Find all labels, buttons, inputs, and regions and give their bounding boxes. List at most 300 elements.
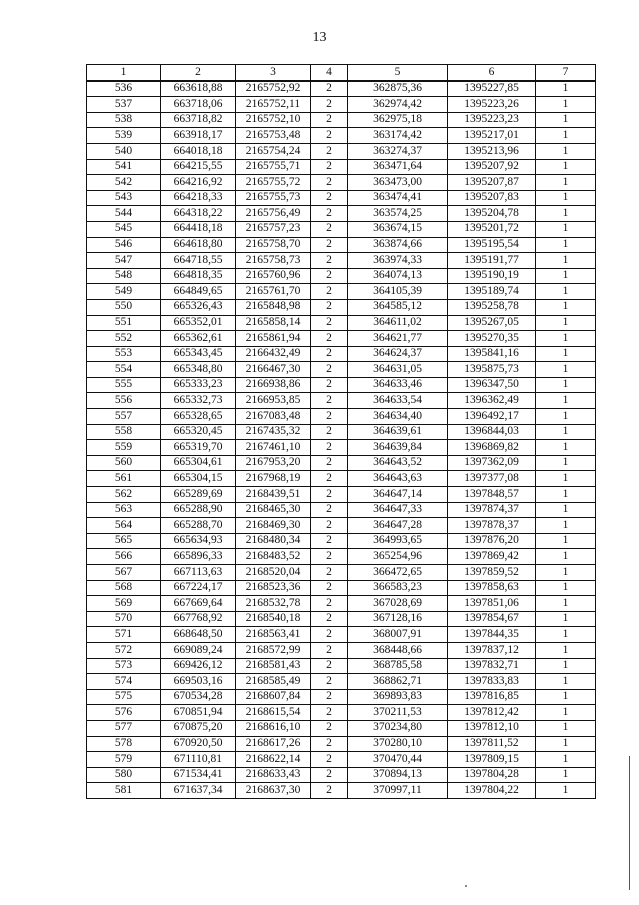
table-cell-col-1: 547 (87, 253, 161, 269)
table-row (87, 658, 596, 674)
table-cell-col-7: 1 (536, 377, 596, 393)
table-cell-col-7: 1 (536, 596, 596, 612)
table-cell-col-3: 2165752,11 (236, 97, 311, 113)
table-row (87, 97, 596, 113)
table-cell-col-4: 2 (311, 455, 348, 471)
table-row (87, 736, 596, 752)
table-cell-col-2: 668648,50 (161, 627, 236, 643)
table-row (87, 346, 596, 362)
table-cell-col-5: 364621,77 (348, 331, 448, 347)
table-cell-col-5: 364624,37 (348, 346, 448, 362)
table-cell-col-4: 2 (311, 705, 348, 721)
table-cell-col-3: 2166467,30 (236, 362, 311, 378)
table-cell-col-6: 1397812,10 (448, 720, 536, 736)
table-cell-col-5: 364647,28 (348, 518, 448, 534)
table-cell-col-4: 2 (311, 752, 348, 768)
table-cell-col-1: 575 (87, 689, 161, 705)
table-cell-col-3: 2165755,71 (236, 159, 311, 175)
table-cell-col-6: 1397804,28 (448, 767, 536, 783)
table-row (87, 362, 596, 378)
table-cell-col-2: 667113,63 (161, 565, 236, 581)
table-cell-col-4: 2 (311, 143, 348, 159)
table-cell-col-6: 1397858,63 (448, 580, 536, 596)
table-cell-col-3: 2165755,73 (236, 190, 311, 206)
table-cell-col-1: 537 (87, 97, 161, 113)
table-row (87, 237, 596, 253)
table-row (87, 143, 596, 159)
table-cell-col-4: 2 (311, 783, 348, 799)
table-cell-col-2: 671637,34 (161, 783, 236, 799)
table-cell-col-7: 1 (536, 752, 596, 768)
table-cell-col-7: 1 (536, 720, 596, 736)
table-cell-col-3: 2168540,18 (236, 611, 311, 627)
column-header-2: 2 (161, 65, 236, 81)
table-cell-col-7: 1 (536, 409, 596, 425)
table-cell-col-4: 2 (311, 159, 348, 175)
table-cell-col-2: 665319,70 (161, 440, 236, 456)
table-cell-col-1: 560 (87, 455, 161, 471)
table-row (87, 533, 596, 549)
table-cell-col-5: 365254,96 (348, 549, 448, 565)
table-cell-col-1: 577 (87, 720, 161, 736)
table-cell-col-5: 362974,42 (348, 97, 448, 113)
table-cell-col-3: 2165761,70 (236, 284, 311, 300)
table-cell-col-1: 571 (87, 627, 161, 643)
table-row (87, 253, 596, 269)
table-cell-col-1: 566 (87, 549, 161, 565)
table-cell-col-2: 667768,92 (161, 611, 236, 627)
table-cell-col-7: 1 (536, 471, 596, 487)
table-row (87, 518, 596, 534)
table-row (87, 783, 596, 799)
table-cell-col-1: 570 (87, 611, 161, 627)
table-cell-col-7: 1 (536, 565, 596, 581)
table-cell-col-2: 664215,55 (161, 159, 236, 175)
table-cell-col-4: 2 (311, 767, 348, 783)
table-cell-col-2: 667224,17 (161, 580, 236, 596)
table-row (87, 175, 596, 191)
table-row (87, 159, 596, 175)
table-cell-col-3: 2168617,26 (236, 736, 311, 752)
table-cell-col-3: 2168523,36 (236, 580, 311, 596)
table-cell-col-5: 368862,71 (348, 674, 448, 690)
table-cell-col-2: 664849,65 (161, 284, 236, 300)
table-row (87, 409, 596, 425)
table-cell-col-2: 665348,80 (161, 362, 236, 378)
table-cell-col-3: 2165755,72 (236, 175, 311, 191)
table-cell-col-6: 1397859,52 (448, 565, 536, 581)
table-cell-col-4: 2 (311, 362, 348, 378)
table-cell-col-2: 665304,15 (161, 471, 236, 487)
table-cell-col-4: 2 (311, 331, 348, 347)
column-header-6: 6 (448, 65, 536, 81)
table-row (87, 268, 596, 284)
table-cell-col-5: 364634,40 (348, 409, 448, 425)
table-cell-col-3: 2165848,98 (236, 299, 311, 315)
table-row (87, 487, 596, 503)
table-row (87, 190, 596, 206)
table-cell-col-7: 1 (536, 128, 596, 144)
table-cell-col-4: 2 (311, 237, 348, 253)
table-cell-col-7: 1 (536, 143, 596, 159)
table-cell-col-5: 368448,66 (348, 642, 448, 658)
table-header (87, 65, 596, 81)
table-cell-col-2: 663618,88 (161, 81, 236, 97)
table-cell-col-5: 364633,54 (348, 393, 448, 409)
table-cell-col-3: 2168480,34 (236, 533, 311, 549)
table-cell-col-5: 363574,25 (348, 206, 448, 222)
table-cell-col-1: 568 (87, 580, 161, 596)
table-cell-col-3: 2168563,41 (236, 627, 311, 643)
table-cell-col-2: 665320,45 (161, 424, 236, 440)
table-cell-col-4: 2 (311, 299, 348, 315)
table-cell-col-3: 2165758,73 (236, 253, 311, 269)
table-row (87, 611, 596, 627)
table-row (87, 393, 596, 409)
table-cell-col-4: 2 (311, 502, 348, 518)
table-cell-col-5: 363174,42 (348, 128, 448, 144)
table-cell-col-3: 2165752,10 (236, 112, 311, 128)
table-cell-col-2: 663918,17 (161, 128, 236, 144)
table-cell-col-7: 1 (536, 487, 596, 503)
table-cell-col-1: 539 (87, 128, 161, 144)
table-cell-col-7: 1 (536, 689, 596, 705)
table-cell-col-5: 364074,13 (348, 268, 448, 284)
table-row (87, 112, 596, 128)
table-cell-col-4: 2 (311, 268, 348, 284)
table-cell-col-7: 1 (536, 221, 596, 237)
table-cell-col-2: 663718,82 (161, 112, 236, 128)
table-cell-col-3: 2166953,85 (236, 393, 311, 409)
table-cell-col-1: 565 (87, 533, 161, 549)
table-cell-col-4: 2 (311, 487, 348, 503)
table-cell-col-6: 1395201,72 (448, 221, 536, 237)
table-cell-col-2: 664218,33 (161, 190, 236, 206)
table-cell-col-1: 563 (87, 502, 161, 518)
table-cell-col-1: 564 (87, 518, 161, 534)
table-cell-col-2: 665352,01 (161, 315, 236, 331)
table-cell-col-7: 1 (536, 253, 596, 269)
coordinates-table (86, 64, 596, 799)
table-cell-col-5: 369893,83 (348, 689, 448, 705)
table-cell-col-6: 1395223,23 (448, 112, 536, 128)
table-cell-col-1: 559 (87, 440, 161, 456)
table-cell-col-3: 2167083,48 (236, 409, 311, 425)
table-cell-col-4: 2 (311, 736, 348, 752)
table-cell-col-3: 2168637,30 (236, 783, 311, 799)
table-row (87, 642, 596, 658)
table-cell-col-7: 1 (536, 440, 596, 456)
table-cell-col-4: 2 (311, 596, 348, 612)
table-cell-col-4: 2 (311, 128, 348, 144)
table-cell-col-4: 2 (311, 565, 348, 581)
table-cell-col-6: 1397854,67 (448, 611, 536, 627)
table-cell-col-2: 665289,69 (161, 487, 236, 503)
table-row (87, 627, 596, 643)
table-cell-col-3: 2168572,99 (236, 642, 311, 658)
table-row (87, 767, 596, 783)
table-row (87, 596, 596, 612)
table-cell-col-6: 1395189,74 (448, 284, 536, 300)
table-cell-col-2: 670851,94 (161, 705, 236, 721)
table-cell-col-6: 1397878,37 (448, 518, 536, 534)
table-cell-col-4: 2 (311, 190, 348, 206)
table-row (87, 549, 596, 565)
table-cell-col-5: 364631,05 (348, 362, 448, 378)
table-cell-col-1: 546 (87, 237, 161, 253)
table-cell-col-2: 670920,50 (161, 736, 236, 752)
table-cell-col-5: 368785,58 (348, 658, 448, 674)
table-cell-col-2: 669503,16 (161, 674, 236, 690)
table-row (87, 502, 596, 518)
table-row (87, 440, 596, 456)
table-cell-col-6: 1397804,22 (448, 783, 536, 799)
table-cell-col-7: 1 (536, 299, 596, 315)
table-cell-col-5: 368007,91 (348, 627, 448, 643)
table-cell-col-1: 576 (87, 705, 161, 721)
table-cell-col-7: 1 (536, 455, 596, 471)
table-cell-col-5: 364993,65 (348, 533, 448, 549)
column-header-5: 5 (348, 65, 448, 81)
table-cell-col-7: 1 (536, 393, 596, 409)
table-cell-col-2: 665326,43 (161, 299, 236, 315)
table-cell-col-5: 364643,63 (348, 471, 448, 487)
table-cell-col-2: 667669,64 (161, 596, 236, 612)
table-cell-col-7: 1 (536, 206, 596, 222)
table-cell-col-4: 2 (311, 658, 348, 674)
table-cell-col-5: 362875,36 (348, 81, 448, 97)
table-cell-col-3: 2168483,52 (236, 549, 311, 565)
table-cell-col-2: 664618,80 (161, 237, 236, 253)
table-cell-col-1: 578 (87, 736, 161, 752)
table-cell-col-1: 543 (87, 190, 161, 206)
table-cell-col-3: 2168615,54 (236, 705, 311, 721)
table-cell-col-6: 1397833,83 (448, 674, 536, 690)
table-cell-col-1: 538 (87, 112, 161, 128)
table-cell-col-4: 2 (311, 346, 348, 362)
table-cell-col-3: 2168616,10 (236, 720, 311, 736)
table-cell-col-5: 363974,33 (348, 253, 448, 269)
table-row (87, 299, 596, 315)
table-cell-col-5: 366472,65 (348, 565, 448, 581)
table-cell-col-3: 2165760,96 (236, 268, 311, 284)
table-cell-col-2: 665896,33 (161, 549, 236, 565)
table-cell-col-3: 2166432,49 (236, 346, 311, 362)
table-cell-col-1: 573 (87, 658, 161, 674)
table-cell-col-3: 2168532,78 (236, 596, 311, 612)
table-cell-col-2: 669426,12 (161, 658, 236, 674)
table-row (87, 424, 596, 440)
table-cell-col-3: 2167968,19 (236, 471, 311, 487)
table-cell-col-3: 2165861,94 (236, 331, 311, 347)
table-cell-col-5: 363473,00 (348, 175, 448, 191)
page-number: 13 (312, 30, 327, 45)
table-cell-col-4: 2 (311, 627, 348, 643)
table-cell-col-7: 1 (536, 362, 596, 378)
table-cell-col-1: 545 (87, 221, 161, 237)
table-cell-col-1: 542 (87, 175, 161, 191)
table-cell-col-2: 665362,61 (161, 331, 236, 347)
table-cell-col-1: 544 (87, 206, 161, 222)
table-row (87, 720, 596, 736)
column-header-1: 1 (87, 65, 161, 81)
scan-speck (465, 885, 467, 887)
table-cell-col-7: 1 (536, 81, 596, 97)
table-cell-col-5: 370211,53 (348, 705, 448, 721)
table-cell-col-3: 2166938,86 (236, 377, 311, 393)
table-cell-col-1: 561 (87, 471, 161, 487)
table-cell-col-6: 1397811,52 (448, 736, 536, 752)
table-cell-col-6: 1397837,12 (448, 642, 536, 658)
table-cell-col-6: 1395841,16 (448, 346, 536, 362)
table-cell-col-4: 2 (311, 284, 348, 300)
table-cell-col-7: 1 (536, 533, 596, 549)
table-cell-col-5: 370280,10 (348, 736, 448, 752)
table-cell-col-1: 558 (87, 424, 161, 440)
table-cell-col-3: 2165756,49 (236, 206, 311, 222)
table-cell-col-5: 370997,11 (348, 783, 448, 799)
table-cell-col-6: 1397851,06 (448, 596, 536, 612)
table-cell-col-4: 2 (311, 221, 348, 237)
table-cell-col-3: 2168607,84 (236, 689, 311, 705)
table-cell-col-5: 367128,16 (348, 611, 448, 627)
table-cell-col-7: 1 (536, 767, 596, 783)
table-cell-col-6: 1395223,26 (448, 97, 536, 113)
table-cell-col-7: 1 (536, 627, 596, 643)
table-cell-col-5: 364585,12 (348, 299, 448, 315)
table-cell-col-7: 1 (536, 549, 596, 565)
table-cell-col-1: 572 (87, 642, 161, 658)
table-cell-col-5: 367028,69 (348, 596, 448, 612)
table-cell-col-7: 1 (536, 112, 596, 128)
table-cell-col-2: 671534,41 (161, 767, 236, 783)
table-cell-col-3: 2168633,43 (236, 767, 311, 783)
table-row (87, 331, 596, 347)
table-row (87, 580, 596, 596)
table-cell-col-7: 1 (536, 658, 596, 674)
table-row (87, 455, 596, 471)
table-cell-col-7: 1 (536, 190, 596, 206)
table-cell-col-5: 366583,23 (348, 580, 448, 596)
table-cell-col-7: 1 (536, 736, 596, 752)
table-cell-col-6: 1395258,78 (448, 299, 536, 315)
table-row (87, 377, 596, 393)
table-cell-col-5: 363274,37 (348, 143, 448, 159)
table-cell-col-6: 1395267,05 (448, 315, 536, 331)
table-cell-col-6: 1397816,85 (448, 689, 536, 705)
table-cell-col-7: 1 (536, 315, 596, 331)
table-cell-col-4: 2 (311, 315, 348, 331)
table-cell-col-6: 1397874,37 (448, 502, 536, 518)
table-cell-col-3: 2167953,20 (236, 455, 311, 471)
table-row (87, 689, 596, 705)
table-cell-col-7: 1 (536, 642, 596, 658)
table-cell-col-3: 2168469,30 (236, 518, 311, 534)
table-cell-col-2: 665304,61 (161, 455, 236, 471)
table-cell-col-3: 2168520,04 (236, 565, 311, 581)
table-cell-col-3: 2168622,14 (236, 752, 311, 768)
table-body (87, 81, 596, 799)
table-row (87, 81, 596, 97)
table-cell-col-6: 1395204,78 (448, 206, 536, 222)
table-cell-col-6: 1397809,15 (448, 752, 536, 768)
table-cell-col-3: 2165752,92 (236, 81, 311, 97)
table-cell-col-2: 670875,20 (161, 720, 236, 736)
table-cell-col-5: 370470,44 (348, 752, 448, 768)
table-cell-col-6: 1396492,17 (448, 409, 536, 425)
table-row (87, 221, 596, 237)
table-cell-col-7: 1 (536, 705, 596, 721)
table-cell-col-6: 1396869,82 (448, 440, 536, 456)
table-cell-col-4: 2 (311, 642, 348, 658)
table-cell-col-3: 2165858,14 (236, 315, 311, 331)
table-cell-col-1: 551 (87, 315, 161, 331)
table-cell-col-6: 1397848,57 (448, 487, 536, 503)
column-header-3: 3 (236, 65, 311, 81)
table-cell-col-1: 569 (87, 596, 161, 612)
table-cell-col-6: 1395875,73 (448, 362, 536, 378)
table-cell-col-5: 370894,13 (348, 767, 448, 783)
table-cell-col-3: 2165757,23 (236, 221, 311, 237)
table-cell-col-7: 1 (536, 674, 596, 690)
table-row (87, 315, 596, 331)
column-header-7: 7 (536, 65, 596, 81)
table-cell-col-5: 362975,18 (348, 112, 448, 128)
table-cell-col-6: 1396347,50 (448, 377, 536, 393)
table-cell-col-5: 363874,66 (348, 237, 448, 253)
table-cell-col-4: 2 (311, 253, 348, 269)
table-cell-col-1: 574 (87, 674, 161, 690)
table-cell-col-1: 550 (87, 299, 161, 315)
table-cell-col-5: 364647,14 (348, 487, 448, 503)
table-row (87, 471, 596, 487)
table-cell-col-4: 2 (311, 112, 348, 128)
table-cell-col-6: 1397362,09 (448, 455, 536, 471)
table-cell-col-4: 2 (311, 175, 348, 191)
table-cell-col-1: 581 (87, 783, 161, 799)
table-cell-col-3: 2167461,10 (236, 440, 311, 456)
table-cell-col-1: 556 (87, 393, 161, 409)
table-cell-col-1: 540 (87, 143, 161, 159)
table-cell-col-6: 1396844,03 (448, 424, 536, 440)
table-cell-col-1: 562 (87, 487, 161, 503)
table-cell-col-4: 2 (311, 518, 348, 534)
table-cell-col-3: 2165753,48 (236, 128, 311, 144)
margin-line (629, 756, 630, 890)
table-cell-col-2: 663718,06 (161, 97, 236, 113)
table-cell-col-4: 2 (311, 206, 348, 222)
table-cell-col-1: 567 (87, 565, 161, 581)
table-cell-col-3: 2167435,32 (236, 424, 311, 440)
table-cell-col-2: 664018,18 (161, 143, 236, 159)
table-cell-col-2: 664818,35 (161, 268, 236, 284)
table-cell-col-7: 1 (536, 783, 596, 799)
table-cell-col-6: 1395190,19 (448, 268, 536, 284)
table-cell-col-6: 1395227,85 (448, 81, 536, 97)
table-cell-col-5: 370234,80 (348, 720, 448, 736)
table-row (87, 206, 596, 222)
table-cell-col-6: 1395213,96 (448, 143, 536, 159)
table-cell-col-4: 2 (311, 81, 348, 97)
table-cell-col-5: 364639,84 (348, 440, 448, 456)
table-cell-col-3: 2165754,24 (236, 143, 311, 159)
table-cell-col-7: 1 (536, 237, 596, 253)
table-cell-col-6: 1395207,92 (448, 159, 536, 175)
table-row (87, 128, 596, 144)
table-cell-col-6: 1397377,08 (448, 471, 536, 487)
table-cell-col-1: 552 (87, 331, 161, 347)
table-cell-col-4: 2 (311, 97, 348, 113)
